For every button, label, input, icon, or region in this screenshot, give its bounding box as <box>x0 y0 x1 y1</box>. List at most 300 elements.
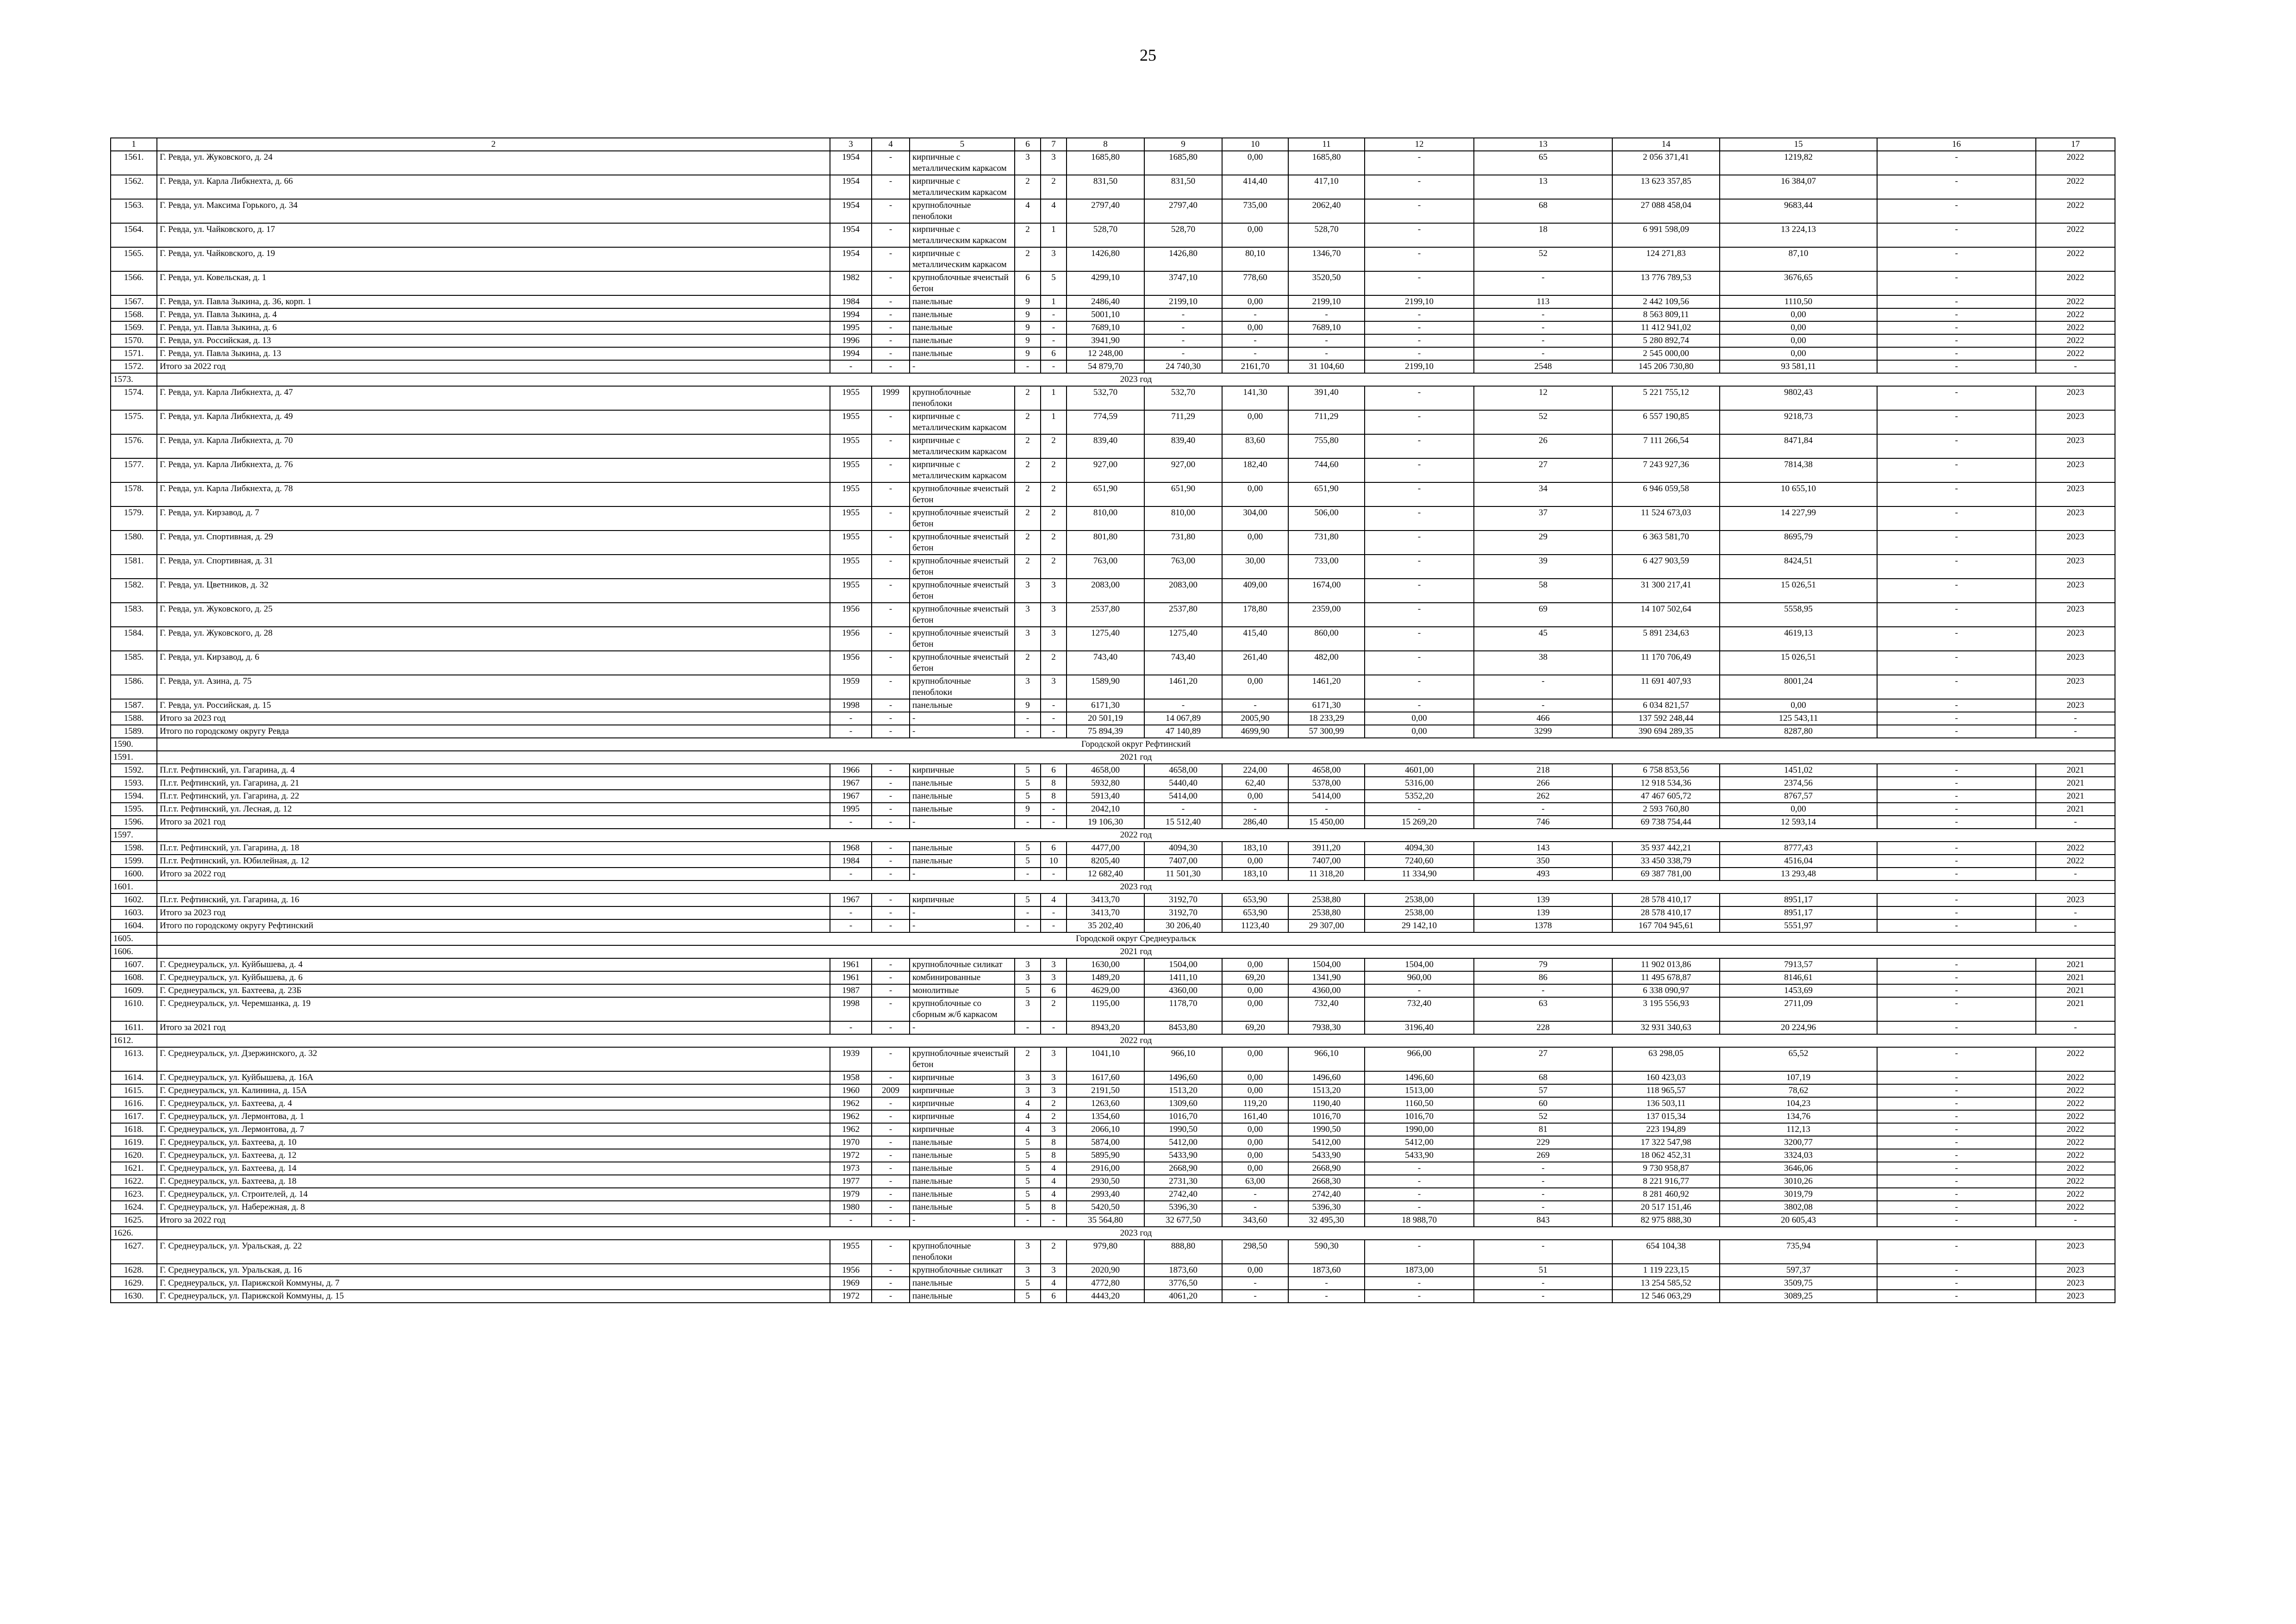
table-cell: 839,40 <box>1144 434 1222 458</box>
column-number-header-row <box>111 138 2115 151</box>
table-cell: - <box>1474 308 1612 321</box>
table-cell: 1994 <box>830 347 872 360</box>
table-cell: - <box>872 919 910 932</box>
table-cell: 2022 <box>2036 1188 2115 1201</box>
table-cell: 1275,40 <box>1144 627 1222 651</box>
table-cell: 1489,20 <box>1067 971 1144 984</box>
table-cell: 597,37 <box>1720 1264 1877 1277</box>
table-cell: 3 <box>1041 603 1067 627</box>
table-cell: 755,80 <box>1288 434 1365 458</box>
table-cell: 1954 <box>830 247 872 271</box>
table-cell: - <box>872 1047 910 1071</box>
table-cell: - <box>1015 725 1041 738</box>
table-cell: 2022 <box>2036 1047 2115 1071</box>
table-cell: 0,00 <box>1222 1264 1288 1277</box>
table-cell: 2009 <box>872 1084 910 1097</box>
table-cell: 5 <box>1015 893 1041 906</box>
table-cell: 3 <box>1015 997 1041 1021</box>
table-row <box>111 386 2115 410</box>
table-cell: 1504,00 <box>1288 958 1365 971</box>
table-cell: 28 578 410,17 <box>1612 893 1720 906</box>
table-cell: - <box>872 579 910 603</box>
address-cell: Итого за 2022 год <box>157 1214 830 1227</box>
table-row <box>111 842 2115 855</box>
table-cell: - <box>1222 699 1288 712</box>
table-cell: - <box>1877 360 2036 373</box>
table-cell: - <box>1877 1021 2036 1034</box>
table-cell: 13 776 789,53 <box>1612 271 1720 295</box>
table-cell: 1980 <box>830 1201 872 1214</box>
table-cell: 5874,00 <box>1067 1136 1144 1149</box>
row-number-cell: 1617. <box>111 1110 157 1123</box>
table-cell: - <box>2036 816 2115 829</box>
table-cell: 2021 <box>2036 764 2115 777</box>
table-cell: 2022 <box>2036 199 2115 223</box>
table-cell: 4094,30 <box>1144 842 1222 855</box>
section-heading-row <box>111 1227 2115 1240</box>
table-cell: 7 243 927,36 <box>1612 458 1720 482</box>
table-cell: - <box>1041 725 1067 738</box>
table-cell: кирпичные с металлическим каркасом <box>910 434 1015 458</box>
table-cell: 2 <box>1041 1110 1067 1123</box>
table-cell: 2023 <box>2036 627 2115 651</box>
table-cell: - <box>1877 1123 2036 1136</box>
address-cell: Итого за 2023 год <box>157 906 830 919</box>
table-row <box>111 803 2115 816</box>
row-number-cell: 1564. <box>111 223 157 247</box>
table-cell: крупноблочные ячеистый бетон <box>910 555 1015 579</box>
column-number-cell: 7 <box>1041 138 1067 151</box>
table-cell: 5 <box>1015 764 1041 777</box>
table-cell: 9 <box>1015 321 1041 334</box>
row-number-cell: 1628. <box>111 1264 157 1277</box>
table-cell: 124 271,83 <box>1612 247 1720 271</box>
table-cell: - <box>1474 803 1612 816</box>
table-cell: 1 <box>1041 295 1067 308</box>
table-cell: 2023 <box>2036 506 2115 531</box>
table-cell: - <box>1474 1175 1612 1188</box>
table-cell: 6 363 581,70 <box>1612 531 1720 555</box>
table-cell: кирпичные с металлическим каркасом <box>910 458 1015 482</box>
address-cell: Г. Ревда, ул. Максима Горького, д. 34 <box>157 199 830 223</box>
table-cell: 15 512,40 <box>1144 816 1222 829</box>
address-cell: Итого за 2022 год <box>157 360 830 373</box>
table-cell: 5 <box>1015 1175 1041 1188</box>
address-cell: Г. Ревда, ул. Карла Либкнехта, д. 47 <box>157 386 830 410</box>
table-cell: - <box>1365 603 1474 627</box>
table-cell: 1960 <box>830 1084 872 1097</box>
table-cell: 3 <box>1041 1047 1067 1071</box>
table-cell: - <box>872 997 910 1021</box>
table-cell: 1617,60 <box>1067 1071 1144 1084</box>
table-cell: 2 <box>1015 458 1041 482</box>
table-row <box>111 1110 2115 1123</box>
address-cell: Г. Ревда, ул. Карла Либкнехта, д. 49 <box>157 410 830 434</box>
row-number-cell: 1563. <box>111 199 157 223</box>
table-cell: 743,40 <box>1144 651 1222 675</box>
table-cell: 160 423,03 <box>1612 1071 1720 1084</box>
table-cell: - <box>1877 223 2036 247</box>
table-cell: 183,10 <box>1222 868 1288 881</box>
table-cell: - <box>910 868 1015 881</box>
table-cell: 763,00 <box>1144 555 1222 579</box>
table-cell: - <box>1877 555 2036 579</box>
table-cell: крупноблочные ячеистый бетон <box>910 627 1015 651</box>
table-cell: 778,60 <box>1222 271 1288 295</box>
table-cell: 6171,30 <box>1067 699 1144 712</box>
table-cell: - <box>1877 868 2036 881</box>
table-cell: 136 503,11 <box>1612 1097 1720 1110</box>
table-cell: 2199,10 <box>1365 295 1474 308</box>
table-cell: 350 <box>1474 855 1612 868</box>
table-cell: - <box>1877 1071 2036 1084</box>
table-cell: - <box>830 712 872 725</box>
table-cell: - <box>1144 308 1222 321</box>
table-cell: - <box>872 334 910 347</box>
table-cell: 5440,40 <box>1144 777 1222 790</box>
table-cell: 2 <box>1015 223 1041 247</box>
table-cell: - <box>872 1149 910 1162</box>
table-cell: панельные <box>910 777 1015 790</box>
table-cell: - <box>1365 175 1474 199</box>
table-cell: - <box>830 919 872 932</box>
table-row <box>111 321 2115 334</box>
table-cell: - <box>1877 1214 2036 1227</box>
table-cell: 1496,60 <box>1365 1071 1474 1084</box>
address-cell: Г. Ревда, ул. Жуковского, д. 25 <box>157 603 830 627</box>
table-cell: - <box>872 410 910 434</box>
table-cell: 2022 <box>2036 308 2115 321</box>
table-cell: - <box>1474 1201 1612 1214</box>
table-cell: 6171,30 <box>1288 699 1365 712</box>
table-cell: 37 <box>1474 506 1612 531</box>
table-cell: - <box>872 295 910 308</box>
table-cell: - <box>1144 699 1222 712</box>
table-cell: 8 <box>1041 1201 1067 1214</box>
table-cell: 746 <box>1474 816 1612 829</box>
table-cell: 1873,00 <box>1365 1264 1474 1277</box>
address-cell: Г. Ревда, ул. Кирзавод, д. 7 <box>157 506 830 531</box>
table-row <box>111 868 2115 881</box>
table-cell: - <box>1222 347 1288 360</box>
section-heading-row <box>111 373 2115 386</box>
table-cell: 3 <box>1041 1123 1067 1136</box>
column-number-cell: 2 <box>157 138 830 151</box>
table-cell: 1041,10 <box>1067 1047 1144 1071</box>
table-cell: 5 <box>1015 790 1041 803</box>
address-cell: Итого за 2021 год <box>157 1021 830 1034</box>
row-number-cell: 1618. <box>111 1123 157 1136</box>
table-cell: 732,40 <box>1365 997 1474 1021</box>
column-number-cell: 5 <box>910 138 1015 151</box>
table-cell: 1968 <box>830 842 872 855</box>
table-cell: 0,00 <box>1720 699 1877 712</box>
table-cell: - <box>1222 308 1288 321</box>
table-cell: 735,00 <box>1222 199 1288 223</box>
table-cell: 33 450 338,79 <box>1612 855 1720 868</box>
table-cell: 4 <box>1041 199 1067 223</box>
table-cell: - <box>1041 816 1067 829</box>
address-cell: Г. Среднеуральск, ул. Черемшанка, д. 19 <box>157 997 830 1021</box>
row-number-cell: 1609. <box>111 984 157 997</box>
table-cell: 1962 <box>830 1097 872 1110</box>
table-cell: - <box>1877 893 2036 906</box>
table-cell: 1411,10 <box>1144 971 1222 984</box>
table-cell: - <box>1288 1290 1365 1303</box>
table-row <box>111 223 2115 247</box>
table-cell: 1961 <box>830 971 872 984</box>
table-cell: 6 <box>1041 1290 1067 1303</box>
table-cell: - <box>1877 247 2036 271</box>
table-cell: 87,10 <box>1720 247 1877 271</box>
table-cell: 1496,60 <box>1144 1071 1222 1084</box>
table-cell: 2538,00 <box>1365 893 1474 906</box>
table-cell: 182,40 <box>1222 458 1288 482</box>
table-cell: 2548 <box>1474 360 1612 373</box>
table-cell: 4658,00 <box>1288 764 1365 777</box>
table-cell: кирпичные <box>910 1084 1015 1097</box>
table-cell: 3 <box>1015 627 1041 651</box>
table-cell: 654 104,38 <box>1612 1240 1720 1264</box>
table-cell: 1275,40 <box>1067 627 1144 651</box>
table-cell: - <box>1365 434 1474 458</box>
table-cell: - <box>2036 712 2115 725</box>
table-cell: 3 <box>1041 958 1067 971</box>
table-cell: 2 545 000,00 <box>1612 347 1720 360</box>
table-cell: - <box>1015 906 1041 919</box>
table-cell: - <box>1877 627 2036 651</box>
table-cell: - <box>872 1290 910 1303</box>
table-cell: 1504,00 <box>1144 958 1222 971</box>
table-cell: 266 <box>1474 777 1612 790</box>
address-cell: Г. Среднеуральск, ул. Бахтеева, д. 12 <box>157 1149 830 1162</box>
section-heading-cell: 2023 год <box>157 1227 2115 1240</box>
column-number-cell: 16 <box>1877 138 2036 151</box>
table-cell: 2 <box>1041 531 1067 555</box>
table-cell: - <box>872 855 910 868</box>
table-cell: - <box>1877 579 2036 603</box>
table-cell: 414,40 <box>1222 175 1288 199</box>
section-heading-row <box>111 751 2115 764</box>
table-cell: - <box>1365 699 1474 712</box>
table-cell: 2191,50 <box>1067 1084 1144 1097</box>
table-cell: - <box>830 906 872 919</box>
table-cell: - <box>1365 458 1474 482</box>
table-cell: - <box>872 777 910 790</box>
row-number-cell: 1588. <box>111 712 157 725</box>
table-cell: 1990,00 <box>1365 1123 1474 1136</box>
table-cell: - <box>1474 334 1612 347</box>
table-cell: 269 <box>1474 1149 1612 1162</box>
table-cell: 223 194,89 <box>1612 1123 1720 1136</box>
table-row <box>111 1201 2115 1214</box>
table-cell: 1999 <box>872 386 910 410</box>
table-cell: 14 067,89 <box>1144 712 1222 725</box>
table-cell: 2023 <box>2036 675 2115 699</box>
address-cell: П.г.т. Рефтинский, ул. Гагарина, д. 16 <box>157 893 830 906</box>
table-cell: 2537,80 <box>1144 603 1222 627</box>
table-cell: 5316,00 <box>1365 777 1474 790</box>
table-cell: 2538,80 <box>1288 893 1365 906</box>
table-cell: 1016,70 <box>1144 1110 1222 1123</box>
table-cell: 3 <box>1041 627 1067 651</box>
table-cell: 137 592 248,44 <box>1612 712 1720 725</box>
table-row <box>111 1290 2115 1303</box>
table-cell: 5433,90 <box>1288 1149 1365 1162</box>
table-cell: - <box>1365 984 1474 997</box>
address-cell: Г. Среднеуральск, ул. Парижской Коммуны, д. 15 <box>157 1290 830 1303</box>
table-cell: 5433,90 <box>1365 1149 1474 1162</box>
row-number-cell: 1627. <box>111 1240 157 1264</box>
table-cell: 31 104,60 <box>1288 360 1365 373</box>
column-number-cell: 3 <box>830 138 872 151</box>
table-row <box>111 603 2115 627</box>
column-number-cell: 10 <box>1222 138 1288 151</box>
table-cell: - <box>872 555 910 579</box>
table-cell: 3 <box>1041 151 1067 175</box>
table-cell: панельные <box>910 1162 1015 1175</box>
column-number-cell: 6 <box>1015 138 1041 151</box>
table-cell: - <box>1877 321 2036 334</box>
table-cell: - <box>1474 271 1612 295</box>
table-cell: 2993,40 <box>1067 1188 1144 1201</box>
table-cell: 13 293,48 <box>1720 868 1877 881</box>
table-cell: 2022 <box>2036 295 2115 308</box>
table-row <box>111 1071 2115 1084</box>
table-row <box>111 971 2115 984</box>
table-cell: 2021 <box>2036 971 2115 984</box>
table-cell: 1954 <box>830 175 872 199</box>
table-cell: панельные <box>910 803 1015 816</box>
table-cell: 2 <box>1041 997 1067 1021</box>
table-cell: - <box>1877 699 2036 712</box>
table-cell: 0,00 <box>1222 295 1288 308</box>
table-cell: - <box>1877 675 2036 699</box>
table-cell: 2537,80 <box>1067 603 1144 627</box>
address-cell: Итого по городскому округу Ревда <box>157 725 830 738</box>
table-cell: 2023 <box>2036 699 2115 712</box>
table-cell: 4477,00 <box>1067 842 1144 855</box>
table-cell: 58 <box>1474 579 1612 603</box>
table-cell: кирпичные с металлическим каркасом <box>910 410 1015 434</box>
table-cell: 2022 <box>2036 151 2115 175</box>
table-cell: 528,70 <box>1144 223 1222 247</box>
table-cell: - <box>872 906 910 919</box>
table-cell: - <box>872 531 910 555</box>
section-heading-row <box>111 1034 2115 1047</box>
address-cell: П.г.т. Рефтинский, ул. Лесная, д. 12 <box>157 803 830 816</box>
table-cell: 3 <box>1015 958 1041 971</box>
row-number-cell: 1623. <box>111 1188 157 1201</box>
table-cell: - <box>872 1188 910 1201</box>
column-number-cell: 17 <box>2036 138 2115 151</box>
table-cell: 125 543,11 <box>1720 712 1877 725</box>
table-cell: 0,00 <box>1222 958 1288 971</box>
table-cell: 0,00 <box>1365 725 1474 738</box>
table-cell: - <box>910 816 1015 829</box>
table-cell: - <box>1015 1021 1041 1034</box>
table-cell: 0,00 <box>1222 1047 1288 1071</box>
table-cell: 218 <box>1474 764 1612 777</box>
table-cell: - <box>1877 984 2036 997</box>
table-cell: 2916,00 <box>1067 1162 1144 1175</box>
table-cell: крупноблочные пеноблоки <box>910 386 1015 410</box>
table-cell: - <box>1474 699 1612 712</box>
table-cell: 966,10 <box>1288 1047 1365 1071</box>
table-cell: - <box>2036 868 2115 881</box>
table-cell: 506,00 <box>1288 506 1365 531</box>
table-cell: - <box>1041 321 1067 334</box>
table-cell: 3 <box>1041 247 1067 271</box>
table-cell: 11 691 407,93 <box>1612 675 1720 699</box>
table-cell: 183,10 <box>1222 842 1288 855</box>
table-cell: 5 <box>1015 1162 1041 1175</box>
table-cell: 2022 <box>2036 1097 2115 1110</box>
table-row <box>111 458 2115 482</box>
table-cell: - <box>910 919 1015 932</box>
table-cell: - <box>1365 308 1474 321</box>
table-cell: 4 <box>1015 1110 1041 1123</box>
table-cell: - <box>1365 531 1474 555</box>
table-row <box>111 271 2115 295</box>
table-cell: 11 524 673,03 <box>1612 506 1720 531</box>
table-cell: 1967 <box>830 893 872 906</box>
table-cell: - <box>872 1277 910 1290</box>
table-cell: - <box>830 1214 872 1227</box>
table-cell: 711,29 <box>1288 410 1365 434</box>
table-row <box>111 410 2115 434</box>
row-number-cell: 1629. <box>111 1277 157 1290</box>
table-cell: 482,00 <box>1288 651 1365 675</box>
table-cell: 9802,43 <box>1720 386 1877 410</box>
table-cell: - <box>830 1021 872 1034</box>
table-cell: - <box>872 1136 910 1149</box>
table-cell: 10 <box>1041 855 1067 868</box>
table-row <box>111 651 2115 675</box>
address-cell: Г. Ревда, ул. Спортивная, д. 31 <box>157 555 830 579</box>
table-cell: - <box>872 868 910 881</box>
table-cell: 5 <box>1015 842 1041 855</box>
table-cell: 3299 <box>1474 725 1612 738</box>
row-number-cell: 1584. <box>111 627 157 651</box>
table-cell: 1955 <box>830 386 872 410</box>
table-cell: крупноблочные силикат <box>910 1264 1015 1277</box>
row-number-cell: 1607. <box>111 958 157 971</box>
table-cell: - <box>1877 1110 2036 1123</box>
table-cell: - <box>1877 458 2036 482</box>
table-cell: 2 <box>1041 458 1067 482</box>
address-cell: Итого по городскому округу Рефтинский <box>157 919 830 932</box>
table-cell: 1987 <box>830 984 872 997</box>
table-cell: 1955 <box>830 410 872 434</box>
table-cell: 107,19 <box>1720 1071 1877 1084</box>
table-cell: 2022 <box>2036 1136 2115 1149</box>
table-cell: 1961 <box>830 958 872 971</box>
table-cell: - <box>872 842 910 855</box>
table-cell: - <box>1877 151 2036 175</box>
table-cell: 3520,50 <box>1288 271 1365 295</box>
table-cell: - <box>1365 410 1474 434</box>
table-cell: 7689,10 <box>1288 321 1365 334</box>
table-cell: 2 <box>1041 1240 1067 1264</box>
table-cell: крупноблочные ячеистый бетон <box>910 506 1015 531</box>
row-number-cell: 1583. <box>111 603 157 627</box>
table-cell: - <box>872 458 910 482</box>
table-cell: 1513,20 <box>1288 1084 1365 1097</box>
table-cell: 7938,30 <box>1288 1021 1365 1034</box>
address-cell: Г. Ревда, ул. Чайковского, д. 19 <box>157 247 830 271</box>
table-cell: 1685,80 <box>1288 151 1365 175</box>
